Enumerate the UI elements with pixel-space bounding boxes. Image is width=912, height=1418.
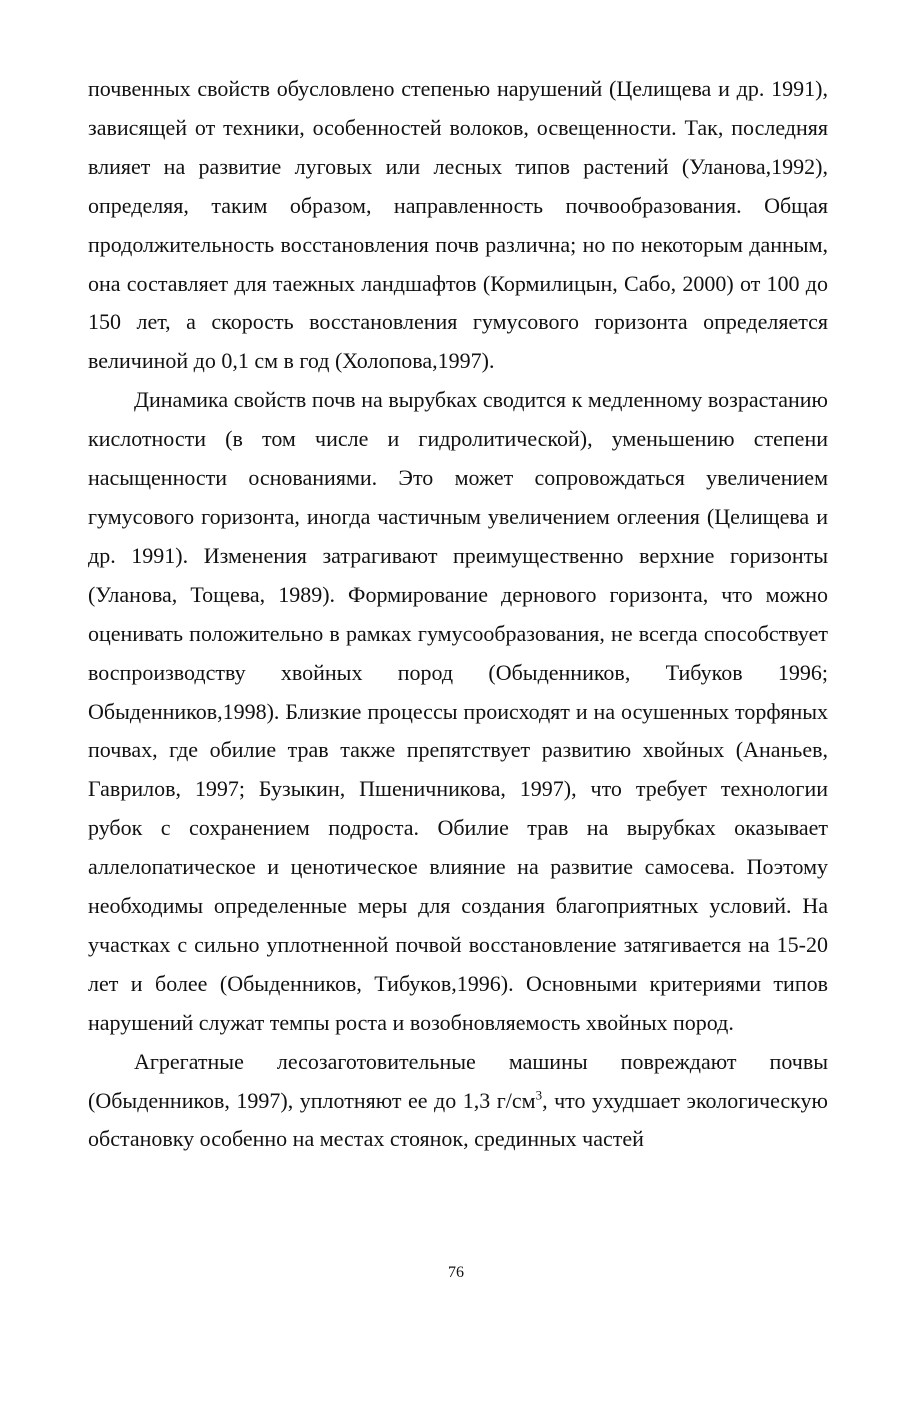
paragraph-3 bbox=[88, 1043, 828, 1160]
paragraph-2: Динамика свойств почв на вырубках сводится к медленному возрастанию кислотности (в том числе и гидролитической), уменьшению степени насыщенности основаниями. Это может сопровождаться увеличением гумусового горизонта, иногда частичным увеличением оглеения (Целищева и др. 1991). Изменения затрагивают преимущественно верхние горизонты (Уланова, Тощева, 1989). Формирование дернового горизонта, что можно оценивать положительно в рамках гумусообразования, не всегда способствует воспроизводству хвойных пород (Обыденников, Тибуков 1996; Обыденников,1998). Близкие процессы происходят и на осушенных торфяных почвах, где обилие трав также препятствует развитию хвойных (Ананьев, Гаврилов, 1997; Бузыкин, Пшеничникова, 1997), что требует технологии рубок с сохранением подроста. Обилие трав на вырубках оказывает аллелопатическое и ценотическое влияние на развитие самосева. Поэтому необходимы определенные меры для создания благоприятных условий. На участках с сильно уплотненной почвой восстановление затягивается на 15-20 лет и более (Обыденников, Тибуков,1996). Основными критериями типов нарушений служат темпы роста и возобновляемость хвойных пород. bbox=[88, 387, 828, 1035]
page-number: 76 bbox=[448, 1264, 464, 1281]
document-page bbox=[88, 70, 828, 1159]
paragraph-1: почвенных свойств обусловлено степенью нарушений (Целищева и др. 1991), зависящей от техники, особенностей волоков, освещенности. Так, последняя влияет на развитие луговых или лесных типов растений (Уланова,1992), определяя, таким образом, направленность почвообразования. Общая продолжительность восстановления почв различна; но по некоторым данным, она составляет для таежных ландшафтов (Кормилицын, Сабо, 2000) от 100 до 150 лет, а скорость восстановления гумусового горизонта определяется величиной до 0,1 см в год (Холопова,1997). bbox=[88, 76, 828, 374]
superscript-cubic: 3 bbox=[535, 1087, 543, 1103]
paragraph-3-text-start: Агрегатные лесозаготовительные машины повреждают почвы (Обыденников, 1997), уплотняют ее до 1,3 г/см bbox=[88, 1048, 828, 1113]
paragraph-3-text-end: , что ухудшает экологическую обстановку особенно на местах стоянок, срединных частей bbox=[88, 1087, 828, 1152]
